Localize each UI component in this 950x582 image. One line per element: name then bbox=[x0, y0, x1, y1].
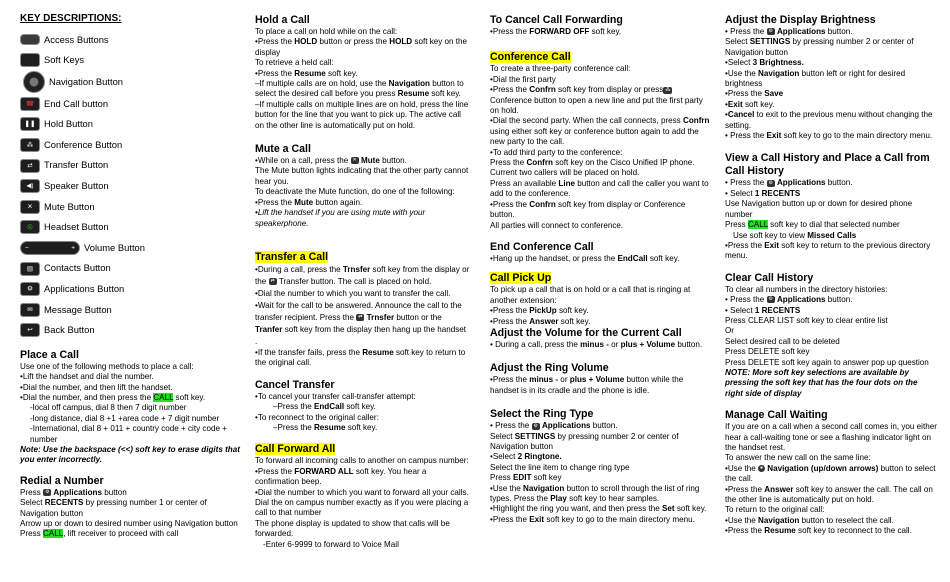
applications-icon: ⚙ bbox=[533, 422, 539, 429]
ring-type-text: Press EDIT soft key bbox=[490, 473, 562, 483]
cancel-transfer-heading: Cancel Transfer bbox=[255, 378, 335, 391]
adjust-volume-text: • During a call, press the minus - or plus + Volume button. bbox=[490, 339, 703, 349]
brightness-text: •Use the Navigation button left or right for desired brightness bbox=[725, 68, 906, 89]
column-1 bbox=[20, 14, 246, 540]
brightness-text: •Exit soft key. bbox=[725, 99, 775, 109]
cancel-transfer-text: •To cancel your transfer call-transfer attempt: bbox=[255, 391, 416, 401]
hold-text: –If multiple calls on multiple lines are on hold, press the line button for the line that you want to pick up. The active call on the other line is automatically put on hold. bbox=[255, 99, 469, 130]
forward-all-text: •Dial the number to which you want to forward all your calls. Dial the on campus number exactly as if you were placing a call to that number bbox=[255, 487, 469, 518]
applications-icon: ⚙ bbox=[768, 28, 774, 35]
key-row-applications bbox=[20, 279, 246, 300]
mute-text: The Mute button lights indicating that the other party cannot hear you. bbox=[255, 166, 469, 186]
pickup-text: •Press the Answer soft key. bbox=[490, 316, 591, 326]
key-label: End Call button bbox=[44, 97, 109, 109]
cancel-forward-heading: To Cancel Call Forwarding bbox=[490, 14, 623, 26]
call-waiting-text: To answer the new call on the same line: bbox=[725, 453, 871, 463]
applications-icon: ⚙ bbox=[44, 489, 50, 496]
conference-icon: ⁂ bbox=[20, 138, 40, 152]
clear-history-text: Press CLEAR LIST soft key to clear entire list bbox=[725, 315, 888, 325]
history-text: Use soft key to view Missed Calls bbox=[733, 230, 857, 240]
hold-icon: ❚❚ bbox=[20, 117, 40, 131]
key-row-speaker bbox=[20, 176, 246, 197]
history-heading: View a Call History and Place a Call from Call History bbox=[725, 152, 930, 178]
column-3 bbox=[490, 14, 712, 525]
history-text: Use Navigation button up or down for desired phone number bbox=[725, 199, 913, 219]
hold-text: To retrieve a held call: bbox=[255, 58, 334, 68]
brightness-text: •Press the Save bbox=[725, 89, 784, 99]
pickup-text: To pick up a call that is on hold or a call that is ringing at another extension: bbox=[490, 285, 691, 305]
conference-text: •Press the Confrn soft key from display or press ⁂ Conference button to open a new line and put the first party on hold. bbox=[490, 85, 703, 116]
mute-text: •While on a call, press the ✕ Mute button. bbox=[255, 156, 407, 166]
conference-text: •Press the Confrn soft key from display or Conference button. bbox=[490, 199, 686, 220]
ring-type-heading: Select the Ring Type bbox=[490, 408, 594, 421]
mute-heading: Mute a Call bbox=[255, 143, 311, 156]
clear-history-text: Press DELETE soft key bbox=[725, 347, 810, 357]
history-text: Press CALL soft key to dial that selected number bbox=[725, 220, 900, 230]
navigation-button-icon bbox=[23, 71, 45, 93]
key-row-softkeys bbox=[20, 50, 246, 71]
clear-history-text: • Press the ⚙ Applications button. bbox=[725, 295, 853, 305]
place-call-text: -International, dial 8 + 011 + country code + city code + number bbox=[30, 424, 227, 444]
place-call-text: -long distance, dial 8 +1 +area code + 7 digit number bbox=[30, 413, 220, 423]
ring-volume-text: •Press the minus - or plus + Volume button while the handset is in its cradle and the phone is idle. bbox=[490, 375, 684, 395]
conference-text: •To add third party to the conference: bbox=[490, 147, 623, 157]
key-row-navigation bbox=[20, 71, 246, 94]
pickup-text: •Press the PickUp soft key. bbox=[490, 306, 589, 316]
key-label: Contacts Button bbox=[44, 262, 111, 274]
call-key-highlight: CALL bbox=[42, 529, 64, 539]
contacts-icon: ▤ bbox=[20, 262, 40, 276]
mute-text: To deactivate the Mute function, do one of the following: bbox=[255, 187, 455, 197]
column-2 bbox=[255, 14, 471, 550]
forward-all-text: The phone display is updated to show that calls will be forwarded. bbox=[255, 518, 450, 539]
key-row-contacts bbox=[20, 258, 246, 279]
transfer-text: •Wait for the call to be answered. Announce the call to the transfer recipient. Press the ⇄ Trnsfer button or the Tranfer soft key from the display then hang up the handset . bbox=[255, 300, 467, 346]
clear-history-text: To clear all numbers in the directory histories: bbox=[725, 284, 888, 294]
access-buttons-icon bbox=[20, 34, 40, 45]
forward-all-text: -Enter 6-9999 to forward to Voice Mail bbox=[263, 539, 399, 549]
mute-icon: ✕ bbox=[20, 200, 40, 214]
end-conference-heading: End Conference Call bbox=[490, 240, 594, 253]
adjust-volume-heading: Adjust the Volume for the Current Call bbox=[490, 326, 682, 339]
forward-all-text: To forward all incoming calls to another on campus number: bbox=[255, 456, 469, 466]
key-row-back bbox=[20, 320, 246, 341]
hold-text: •Press the Resume soft key. bbox=[255, 68, 358, 78]
cancel-transfer-text: •To reconnect to the original caller: bbox=[255, 412, 379, 422]
cancel-transfer-text: –Press the EndCall soft key. bbox=[273, 402, 376, 412]
redial-text: Select RECENTS by pressing number 1 or center of Navigation button bbox=[20, 498, 207, 518]
place-call-text: •Dial the number, and then lift the handset. bbox=[20, 382, 173, 392]
clear-history-text: Or bbox=[725, 326, 734, 336]
ring-type-text: Select SETTINGS by pressing number 2 or center of Navigation button bbox=[490, 431, 679, 451]
key-row-mute bbox=[20, 197, 246, 218]
ring-type-text: Select the line item to change ring type bbox=[490, 462, 630, 472]
conference-heading: Conference Call bbox=[490, 51, 571, 64]
mute-text: •Lift the handset if you are using mute with your speakerphone. bbox=[255, 208, 426, 228]
call-key-highlight: CALL bbox=[747, 220, 768, 230]
key-label: Transfer Button bbox=[44, 159, 109, 171]
history-text: • Press the ⚙ Applications button. bbox=[725, 178, 853, 188]
hold-text: To place a call on hold while on the call: bbox=[255, 27, 398, 36]
call-key-highlight: CALL bbox=[153, 392, 174, 402]
call-waiting-text: •Use the ● Navigation (up/down arrows) button to select the call. bbox=[725, 463, 936, 484]
mute-text: •Press the Mute button again. bbox=[255, 197, 363, 207]
history-text: • Select 1 RECENTS bbox=[725, 188, 801, 198]
end-conference-text: •Hang up the handset, or press the EndCall soft key. bbox=[490, 253, 680, 263]
key-label: Applications Button bbox=[44, 283, 125, 295]
conference-text: All parties will connect to conference. bbox=[490, 220, 624, 230]
message-icon: ✉ bbox=[20, 303, 40, 317]
call-waiting-text: If you are on a call when a second call comes in, you either hear a call-waiting tone or see a flashing indicator light on the handset rest. bbox=[725, 422, 937, 452]
clear-history-note: NOTE: More soft key selections are available by pressing the soft key that has the four dots on the right side of display bbox=[725, 367, 918, 398]
navigation-button-icon: ● bbox=[759, 465, 764, 472]
ring-type-text: •Use the Navigation button to scroll through the list of ring types. Press the Play soft key to hear samples. bbox=[490, 483, 700, 503]
key-label: Back Button bbox=[44, 324, 95, 336]
forward-all-heading: Call Forward All bbox=[255, 443, 336, 456]
brightness-text: Select SETTINGS by pressing number 2 or center of Navigation button bbox=[725, 37, 914, 57]
transfer-heading: Transfer a Call bbox=[255, 250, 329, 263]
key-row-conference bbox=[20, 135, 246, 156]
place-call-text: -local off campus, dial 8 then 7 digit number bbox=[30, 403, 187, 413]
key-descriptions-title: KEY DESCRIPTIONS: bbox=[20, 13, 122, 24]
redial-heading: Redial a Number bbox=[20, 474, 104, 487]
key-row-access bbox=[20, 29, 246, 50]
key-label: Access Buttons bbox=[44, 33, 109, 45]
key-row-volume bbox=[20, 238, 246, 259]
key-label: Message Button bbox=[44, 303, 112, 315]
clear-history-text: Press DELETE soft key again to answer pop up question bbox=[725, 357, 929, 367]
key-label: Hold Button bbox=[44, 118, 93, 130]
call-waiting-text: •Press the Answer soft key to answer the call. The call on the other line is automatically put on hold. bbox=[725, 484, 933, 505]
cancel-transfer-text: –Press the Resume soft key. bbox=[273, 422, 378, 432]
conference-icon: ⁂ bbox=[665, 86, 671, 93]
pickup-heading: Call Pick Up bbox=[490, 272, 552, 285]
cancel-forward-text: •Press the FORWARD OFF soft key. bbox=[490, 27, 622, 36]
key-label: Headset Button bbox=[44, 221, 109, 233]
hold-text: –If multiple calls are on hold, use the Navigation button to select the desired call before you press Resume soft key. bbox=[255, 79, 464, 99]
key-row-endcall bbox=[20, 94, 246, 115]
call-waiting-text: •Press the Resume soft key to reconnect to the call. bbox=[725, 526, 912, 536]
place-call-text: Use one of the following methods to place a call: bbox=[20, 361, 194, 371]
speaker-icon: ◀) bbox=[20, 179, 40, 193]
transfer-text: •If the transfer fails, press the Resume soft key to return to the original call. bbox=[255, 347, 466, 368]
key-label: Soft Keys bbox=[44, 54, 85, 66]
hold-text: •Press the HOLD button or press the HOLD soft key on the display bbox=[255, 37, 468, 57]
volume-icon: − + bbox=[20, 241, 80, 255]
soft-keys-icon bbox=[20, 53, 40, 67]
forward-all-text: •Press the FORWARD ALL soft key. You hear a confirmation beep. bbox=[255, 466, 427, 487]
key-row-transfer bbox=[20, 155, 246, 176]
history-text: •Press the Exit soft key to return to the previous directory menu. bbox=[725, 240, 931, 261]
column-4 bbox=[725, 14, 937, 537]
redial-text: Arrow up or down to desired number using Navigation button bbox=[20, 519, 238, 528]
key-label: Mute Button bbox=[44, 200, 95, 212]
conference-text: •Dial the second party. When the call connects, press Confrn using either soft key or conference button again to add the new party to the call. bbox=[490, 116, 710, 147]
redial-text: Press ⚙ Applications button bbox=[20, 487, 127, 497]
place-call-note: Note: Use the backspace (<<) soft key to erase digits that you enter incorrectly. bbox=[20, 444, 240, 465]
brightness-text: • Press the ⚙ Applications button. bbox=[725, 27, 853, 36]
key-label: Navigation Button bbox=[49, 75, 124, 87]
place-call-text: •Lift the handset and dial the number. bbox=[20, 372, 154, 382]
brightness-text: •Select 3 Brightness. bbox=[725, 58, 804, 68]
conference-text: Press the Confrn soft key on the Cisco Unified IP phone. Current two callers will be placed on hold. bbox=[490, 158, 695, 178]
applications-icon: ⚙ bbox=[768, 296, 774, 303]
key-label: Conference Button bbox=[44, 138, 123, 150]
place-call-heading: Place a Call bbox=[20, 348, 79, 361]
key-label: Speaker Button bbox=[44, 180, 109, 192]
brightness-text: •Cancel to exit to the previous menu without changing the setting. bbox=[725, 110, 933, 130]
ring-type-text: •Highlight the ring you want, and then press the Set soft key. bbox=[490, 504, 707, 514]
place-call-text: •Dial the number, and then press the CALL soft key. bbox=[20, 392, 206, 402]
mute-icon: ✕ bbox=[352, 157, 357, 164]
key-label: Volume Button bbox=[84, 241, 145, 253]
conference-text: Press an available Line button and call the caller you want to add to the conference. bbox=[490, 178, 709, 199]
key-row-message bbox=[20, 300, 246, 321]
key-row-headset bbox=[20, 217, 246, 238]
call-waiting-text: •Use the Navigation button to reselect the call. bbox=[725, 515, 894, 525]
conference-text: To create a three-party conference call: bbox=[490, 64, 631, 74]
transfer-text: •During a call, press the Trnsfer soft key from the display or the ⇄ Transfer button. The call is placed on hold. bbox=[255, 264, 470, 286]
brightness-heading: Adjust the Display Brightness bbox=[725, 14, 876, 26]
call-waiting-heading: Manage Call Waiting bbox=[725, 409, 828, 422]
brightness-text: • Press the Exit soft key to go to the main directory menu. bbox=[725, 131, 933, 141]
applications-icon: ⚙ bbox=[768, 179, 774, 186]
ring-type-text: •Press the Exit soft key to go to the main directory menu. bbox=[490, 514, 695, 524]
headset-icon: ◎ bbox=[20, 220, 40, 234]
ring-volume-heading: Adjust the Ring Volume bbox=[490, 362, 609, 375]
key-row-hold bbox=[20, 114, 246, 135]
ring-type-text: •Select 2 Ringtone. bbox=[490, 452, 562, 462]
call-waiting-text: To return to the original call: bbox=[725, 505, 825, 515]
clear-history-heading: Clear Call History bbox=[725, 271, 814, 284]
conference-text: •Dial the first party bbox=[490, 74, 556, 84]
back-icon: ↩ bbox=[20, 323, 40, 337]
transfer-text: •Dial the number to which you want to transfer the call. bbox=[255, 288, 451, 298]
applications-icon: ⚙ bbox=[20, 282, 40, 296]
clear-history-text: • Select 1 RECENTS bbox=[725, 305, 801, 315]
transfer-icon: ⇄ bbox=[270, 278, 275, 285]
transfer-icon: ⇄ bbox=[358, 314, 363, 321]
ring-type-text: • Press the ⚙ Applications button. bbox=[490, 421, 618, 431]
clear-history-text: Select desired call to be deleted bbox=[725, 336, 840, 346]
end-call-icon: ☎ bbox=[20, 97, 40, 111]
hold-heading: Hold a Call bbox=[255, 14, 310, 26]
redial-text: Press CALL, lift receiver to proceed with call bbox=[20, 529, 179, 539]
transfer-icon: ⇄ bbox=[20, 159, 40, 173]
